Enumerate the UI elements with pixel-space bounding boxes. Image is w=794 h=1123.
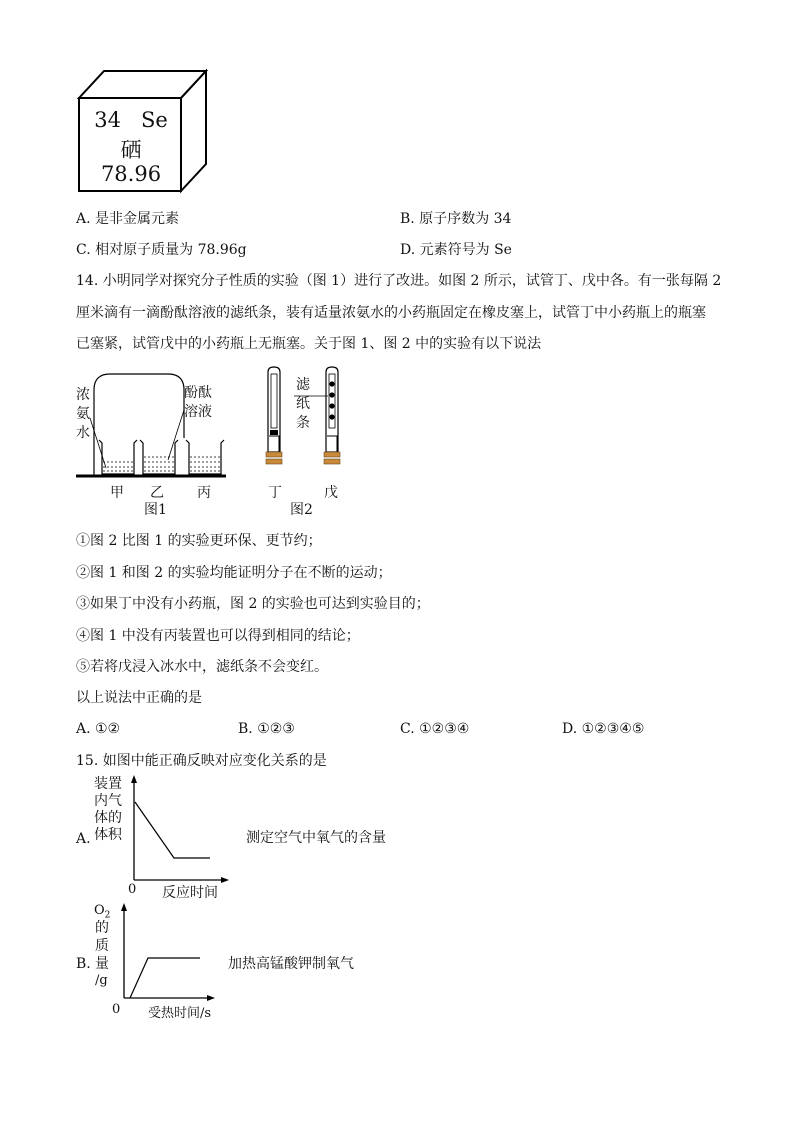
label-strip-2: 纸 [296, 396, 310, 412]
q15-b-ylabel-4: /g [95, 973, 108, 988]
q14-option-a[interactable]: A. ①② [76, 721, 121, 737]
q15-option-a-letter[interactable]: A. [76, 831, 91, 847]
q14-option-b[interactable]: B. ①②③ [238, 721, 295, 737]
q14-option-c[interactable]: C. ①②③④ [400, 721, 470, 737]
q15-a-ylabel-1: 装置 [94, 776, 122, 792]
q15-b-ylabel-o: O [94, 903, 105, 918]
q15-a-ylabel-3: 体的 [94, 810, 122, 826]
q14-statement-1: ①图 2 比图 1 的实验更环保、更节约； [76, 533, 322, 549]
q15-b-ylabel-2: 质 [95, 938, 109, 954]
q14-statement-3: ③如果丁中没有小药瓶，图 2 的实验也可达到实验目的； [76, 596, 430, 612]
q15-stem: 15. 如图中能正确反映对应变化关系的是 [76, 753, 327, 769]
q13-option-d[interactable]: D. 元素符号为 Se [400, 242, 512, 258]
figure-2-caption: 图2 [290, 502, 313, 518]
q15-option-a-desc: 测定空气中氧气的含量 [246, 830, 386, 846]
q15-option-b-desc: 加热高锰酸钾制氧气 [228, 956, 354, 972]
label-jia: 甲 [110, 485, 124, 501]
label-wu: 戊 [324, 485, 338, 501]
q15-b-ylabel-sub: 2 [104, 910, 111, 921]
label-strip-3: 条 [296, 415, 310, 431]
q15-a-xlabel: 反应时间 [162, 885, 218, 901]
q13-option-a[interactable]: A. 是非金属元素 [76, 211, 180, 227]
label-ammonia-1: 浓 [76, 387, 90, 403]
label-bing: 丙 [197, 485, 211, 501]
q14-option-d[interactable]: D. ①②③④⑤ [562, 721, 645, 737]
q15-a-ylabel-2: 内气 [94, 793, 122, 809]
q14-statement-4: ④图 1 中没有丙装置也可以得到相同的结论； [76, 628, 360, 644]
q14-stem-line3: 已塞紧，试管戊中的小药瓶上无瓶塞。关于图 1、图 2 中的实验有以下说法 [76, 336, 542, 352]
q15-b-ylabel-1: 的 [95, 920, 109, 936]
figure-1 [72, 368, 232, 518]
label-ammonia-3: 水 [76, 425, 90, 441]
figure-1-caption: 图1 [144, 502, 167, 518]
q14-statement-2: ②图 1 和图 2 的实验均能证明分子在不断的运动； [76, 565, 392, 581]
q15-a-ylabel-4: 体积 [94, 827, 122, 843]
label-ammonia-2: 氨 [76, 406, 90, 422]
q15-b-origin: 0 [112, 1002, 121, 1017]
q15-option-a-graph [92, 772, 232, 900]
q15-option-b-graph [92, 900, 222, 1024]
label-phenolphthalein-2: 溶液 [184, 404, 212, 420]
q13-option-c[interactable]: C. 相对原子质量为 78.96g [76, 242, 247, 258]
q14-prompt: 以上说法中正确的是 [76, 690, 202, 706]
q13-option-b[interactable]: B. 原子序数为 34 [400, 211, 512, 227]
q14-statement-5: ⑤若将戊浸入冰水中，滤纸条不会变红。 [76, 659, 328, 675]
element-number-symbol: 34 Se [94, 108, 168, 132]
q14-stem-line1: 14. 小明同学对探究分子性质的实验（图 1）进行了改进。如图 2 所示，试管丁、戊中各。有一张每隔 2 [76, 273, 722, 289]
label-strip-1: 滤 [296, 377, 310, 393]
q15-b-ylabel-3: 量 [95, 956, 109, 972]
q15-option-b-letter[interactable]: B. [76, 956, 91, 972]
figure-2 [256, 366, 366, 518]
q15-b-xlabel: 受热时间/s [148, 1006, 212, 1021]
element-card [76, 68, 208, 194]
element-name: 硒 [120, 138, 142, 162]
label-yi: 乙 [150, 485, 164, 501]
element-mass: 78.96 [100, 162, 162, 186]
label-ding: 丁 [268, 485, 282, 501]
q14-stem-line2: 厘米滴有一滴酚酞溶液的滤纸条，装有适量浓氨水的小药瓶固定在橡皮塞上，试管丁中小药瓶上的瓶塞 [76, 305, 706, 321]
q15-a-origin: 0 [128, 882, 137, 897]
label-phenolphthalein-1: 酚酞 [184, 385, 212, 401]
